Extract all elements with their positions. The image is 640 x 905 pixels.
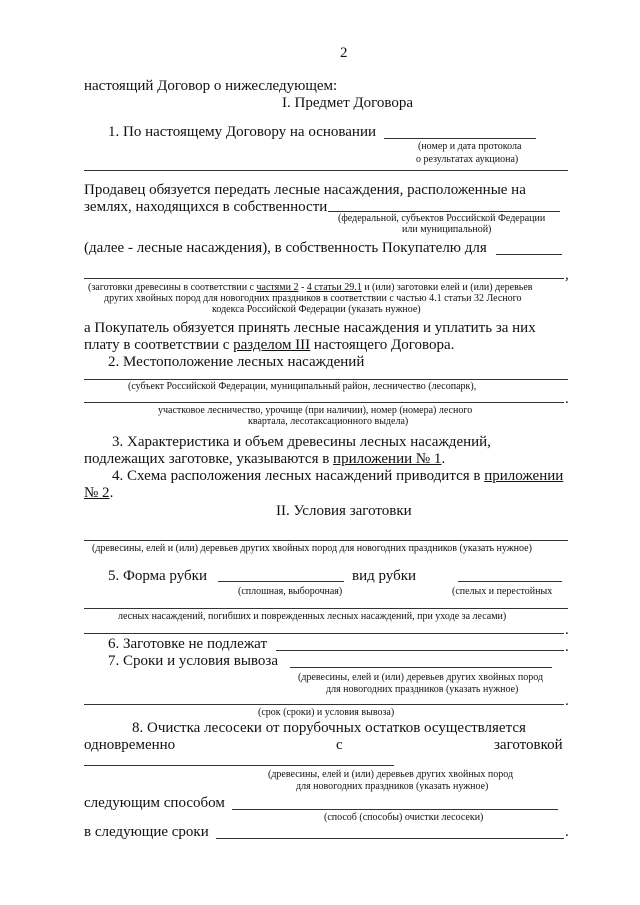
removal-note-3: (срок (сроки) и условия вывоза)	[258, 707, 395, 718]
purpose-comma: ,	[565, 267, 569, 283]
section-1-title: I. Предмет Договора	[282, 95, 414, 111]
cleaning-terms-blank[interactable]	[216, 838, 564, 839]
location-note-2: участковое лесничество, урочище (при наличии), номер (номера) лесного	[158, 405, 473, 416]
link-appendix-2a[interactable]: приложении	[484, 468, 564, 484]
seller-line-2: землях, находящихся в собственности	[84, 199, 328, 215]
felling-form-note: (сплошная, выборочная)	[238, 586, 343, 597]
purpose-continuation-line[interactable]	[84, 278, 564, 279]
purpose-blank-line[interactable]	[496, 254, 562, 255]
harvest-blank-line[interactable]	[84, 540, 568, 541]
clause-3-line-1: 3. Характеристика и объем древесины лесных насаждений,	[112, 434, 491, 450]
clause-7-label: 7. Сроки и условия вывоза	[108, 653, 278, 669]
clause-3-line-2: подлежащих заготовке, указываются в приложении № 1.	[84, 451, 446, 467]
section-2-title: II. Условия заготовки	[276, 503, 412, 519]
cleaning-method-blank[interactable]	[232, 809, 558, 810]
cleaning-terms-label: в следующие сроки	[84, 824, 209, 840]
link-section-3[interactable]: разделом III	[233, 337, 311, 353]
link-appendix-1[interactable]: приложении № 1	[333, 451, 442, 467]
clause-2-lead: 2. Местоположение лесных насаждений	[108, 354, 365, 370]
felling-type-note: (спелых и перестойных	[452, 586, 553, 597]
ownership-note-2: или муниципальной)	[402, 224, 492, 235]
removal-blank-line[interactable]	[290, 667, 552, 668]
clause-8-word-2: с	[336, 737, 343, 753]
clause-5-form-label: 5. Форма рубки	[108, 568, 207, 584]
buyer-line-1: а Покупатель обязуется принять лесные насаждения и уплатить за них	[84, 320, 536, 336]
protocol-blank-line[interactable]	[384, 138, 536, 139]
cleaning-terms-dot: .	[565, 824, 569, 840]
location-note-1: (субъект Российской Федерации, муниципальный район, лесничество (лесопарк),	[128, 381, 477, 392]
location-blank-line-2[interactable]	[84, 402, 564, 403]
location-blank-line-1[interactable]	[84, 379, 568, 380]
stands-dot: .	[565, 622, 569, 638]
removal-note-1: (древесины, елей и (или) деревьев других хвойных пород	[298, 672, 544, 683]
removal-note-2: для новогодних праздников (указать нужное)	[326, 684, 519, 695]
cleaning-note-2: для новогодних праздников (указать нужное)	[296, 781, 489, 792]
protocol-continuation-line[interactable]	[84, 170, 568, 171]
cleaning-method-note: (способ (способы) очистки лесосеки)	[324, 812, 484, 823]
link-parts-2[interactable]: частями 2	[256, 282, 299, 293]
clause-4-line-1: 4. Схема расположения лесных насаждений приводится в приложении	[112, 468, 564, 484]
harvest-note: (древесины, елей и (или) деревьев других хвойных пород для новогодних праздников (указать нужное)	[92, 543, 532, 554]
protocol-note-2: о результатах аукциона)	[416, 154, 519, 165]
stands-blank-line[interactable]	[84, 608, 568, 609]
seller-line-1: Продавец обязуется передать лесные насаждения, расположенные на	[84, 182, 526, 198]
clause-8-word-3: заготовкой	[494, 737, 563, 753]
not-harvested-dot: .	[565, 639, 569, 655]
removal-dot: .	[565, 693, 569, 709]
cleaning-method-label: следующим способом	[84, 795, 225, 811]
clause-8-word-1: одновременно	[84, 737, 176, 753]
link-article-29-1[interactable]: 4 статьи 29.1	[306, 282, 362, 293]
ownership-blank-line[interactable]	[328, 211, 560, 212]
purpose-note-2: других хвойных пород для новогодних праздников в соответствии с частью 4.1 статьи 32 Лесного	[104, 293, 522, 304]
purpose-note-1: (заготовки древесины в соответствии с частями 2 - 4 статьи 29.1 и (или) заготовки елей и (или) деревьев	[88, 282, 533, 293]
cleaning-harvest-blank[interactable]	[84, 765, 394, 766]
stands-continuation-line[interactable]	[84, 633, 564, 634]
location-dot: .	[565, 391, 569, 407]
not-harvested-blank[interactable]	[276, 650, 564, 651]
forest-stands-line: (далее - лесные насаждения), в собственность Покупателю для	[84, 240, 487, 256]
link-appendix-2b[interactable]: № 2	[84, 485, 110, 501]
location-note-3: квартала, лесотаксационного выдела)	[248, 416, 409, 427]
clause-4-line-2: № 2.	[84, 485, 114, 501]
felling-type-label: вид рубки	[352, 568, 417, 584]
ownership-note-1: (федеральной, субъектов Российской Федерации	[338, 213, 546, 224]
removal-continuation-line[interactable]	[84, 704, 564, 705]
intro-line: настоящий Договор о нижеследующем:	[84, 78, 338, 94]
buyer-line-2: плату в соответствии с разделом III настоящего Договора.	[84, 337, 455, 353]
felling-form-blank[interactable]	[218, 581, 344, 582]
cleaning-note-1: (древесины, елей и (или) деревьев других хвойных пород	[268, 769, 514, 780]
protocol-note-1: (номер и дата протокола	[418, 141, 522, 152]
clause-6-label: 6. Заготовке не подлежат	[108, 636, 268, 652]
stands-note: лесных насаждений, погибших и поврежденных лесных насаждений, при уходе за лесами)	[118, 611, 507, 622]
purpose-note-3: кодекса Российской Федерации (указать нужное)	[212, 304, 421, 315]
clause-8-line-1: 8. Очистка лесосеки от порубочных остатков осуществляется	[132, 720, 526, 736]
page-number: 2	[340, 45, 348, 61]
clause-1-lead: 1. По настоящему Договору на основании	[108, 124, 377, 140]
felling-type-blank[interactable]	[458, 581, 562, 582]
